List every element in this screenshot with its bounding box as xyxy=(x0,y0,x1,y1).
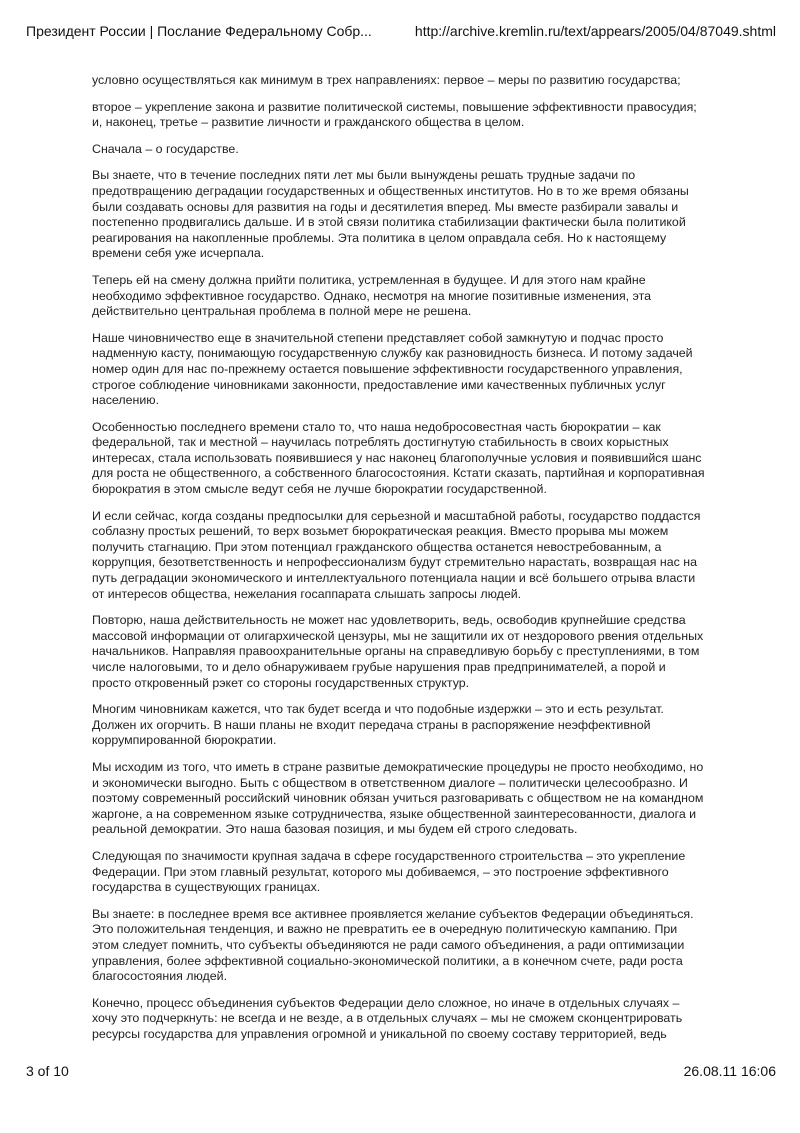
paragraph: Многим чиновникам кажется, что так будет всегда и что подобные издержки – это и есть результат. Должен их огорчить. В наши планы не входит передача страны в распоряжение неэффективной коррумпированной бюрократии. xyxy=(92,702,664,748)
paragraph: второе – укрепление закона и развитие политической системы, повышение эффективности правосудия; и, наконец, третье – развитие личности и гражданского общества в целом. xyxy=(92,99,697,130)
paragraph: Следующая по значимости крупная задача в сфере государственного строительства – это укрепление Федерации. При этом главный результат, которого мы добиваемся, – это построение эффективного государства в существующих границах. xyxy=(92,848,686,895)
paragraph: Теперь ей на смену должна прийти политика, устремленная в будущее. И для этого нам крайне необходимо эффективное государство. Однако, несмотря на многие позитивные изменения, эта действительно центральная проблема в полной мере не решена. xyxy=(92,272,652,319)
article-body xyxy=(92,73,707,1053)
paragraph: Сначала – о государстве. xyxy=(92,141,239,156)
page-url[interactable]: http://archive.kremlin.ru/text/appears/2005/04/87049.shtml xyxy=(414,23,776,39)
paragraph: условно осуществляться как минимум в трех направлениях: первое – меры по развитию государства; xyxy=(92,73,681,87)
print-datetime: 26.08.11 16:06 xyxy=(683,1063,776,1079)
paragraph: Наше чиновничество еще в значительной степени представляет собой замкнутую и подчас просто надменную касту, понимающую государственную службу как разновидность бизнеса. И потому задачей номер один для нас по-прежнему остается повышение эффективности государственного управления, строгое соблюдение чиновниками законности, предоставление ими качественных публичных услуг населению. xyxy=(92,330,693,408)
paragraph: Вы знаете: в последнее время все активнее проявляется желание субъектов Федерации объединяться. Это положительная тенденция, и важно не превратить ее в очередную политическую кампанию. При этом следует помнить, что субъекты объединяются не ради самого объединения, а ради оптимизации управления, более эффективной социально-экономической политики, а в конечном счете, ради роста благосостояния людей. xyxy=(92,906,694,984)
paragraph: Особенностью последнего времени стало то, что наша недобросовестная часть бюрократии – как федеральной, так и местной – научилась потреблять достигнутую стабильность в своих корыстных интересах, стала использовать появившиеся у нас наконец благополучные условия и появившийся шанс для роста не общественного, а собственного благосостояния. Кстати сказать, партийная и корпоративная бюрократия в этом смысле ведут себя не лучше бюрократии государственной. xyxy=(92,419,705,497)
paragraph: Повторю, наша действительность не может нас удовлетворить, ведь, освободив крупнейшие средства массовой информации от олигархической цензуры, мы не защитили их от нездорового рвения отдельных начальников. Направляя правоохранительные органы на справедливую борьбу с преступлениями, в том числе налоговыми, то и дело обнаруживаем грубые нарушения прав предпринимателей, а порой и просто откровенный рэкет со стороны государственных структур. xyxy=(92,613,704,690)
paragraph: Вы знаете, что в течение последних пяти лет мы были вынуждены решать трудные задачи по предотвращению деградации государственных и общественных институтов. Но в то же время обязаны были создавать основы для развития на годы и десятилетия вперед. Мы вместе разбирали завалы и постепенно продвигались дальше. И в этой связи политика стабилизации фактически была политикой реагирования на накопленные проблемы. Эта политика в целом оправдала себя. Но к настоящему времени себя уже исчерпала. xyxy=(92,168,689,261)
page-number: 3 of 10 xyxy=(26,1063,69,1079)
paragraph: И если сейчас, когда созданы предпосылки для серьезной и масштабной работы, государство поддастся соблазну простых решений, то верх возьмет бюрократическая реакция. Вместо прорыва мы можем получить стагнацию. При этом потенциал гражданского общества останется невостребованным, а коррупция, безответственность и непрофессионализм будут стремительно нарастать, возвращая нас на путь деградации экономического и интеллектуального потенциала нации и всё большего отрыва власти от интересов общества, нежелания госаппарата слышать запросы людей. xyxy=(92,508,701,601)
paragraph: Конечно, процесс объединения субъектов Федерации дело сложное, но иначе в отдельных случаях – хочу это подчеркнуть: не всегда и не везде, а в отдельных случаях – мы не сможем сконцентрировать ресурсы государства для управления огромной и уникальной по своему составу территорией, ведь xyxy=(92,995,683,1041)
paragraph: Мы исходим из того, что иметь в стране развитые демократические процедуры не просто необходимо, но и экономически выгодно. Быть с обществом в ответственном диалоге – политически целесообразно. И поэтому современный российский чиновник обязан учиться разговаривать с обществом не на командном жаргоне, а на современном языке сотрудничества, языке общественной заинтересованности, диалога и реальной демократии. Это наша базовая позиция, и мы будем ей строго следовать. xyxy=(92,759,704,837)
page-title: Президент России | Послание Федеральному Собр... xyxy=(26,23,372,39)
